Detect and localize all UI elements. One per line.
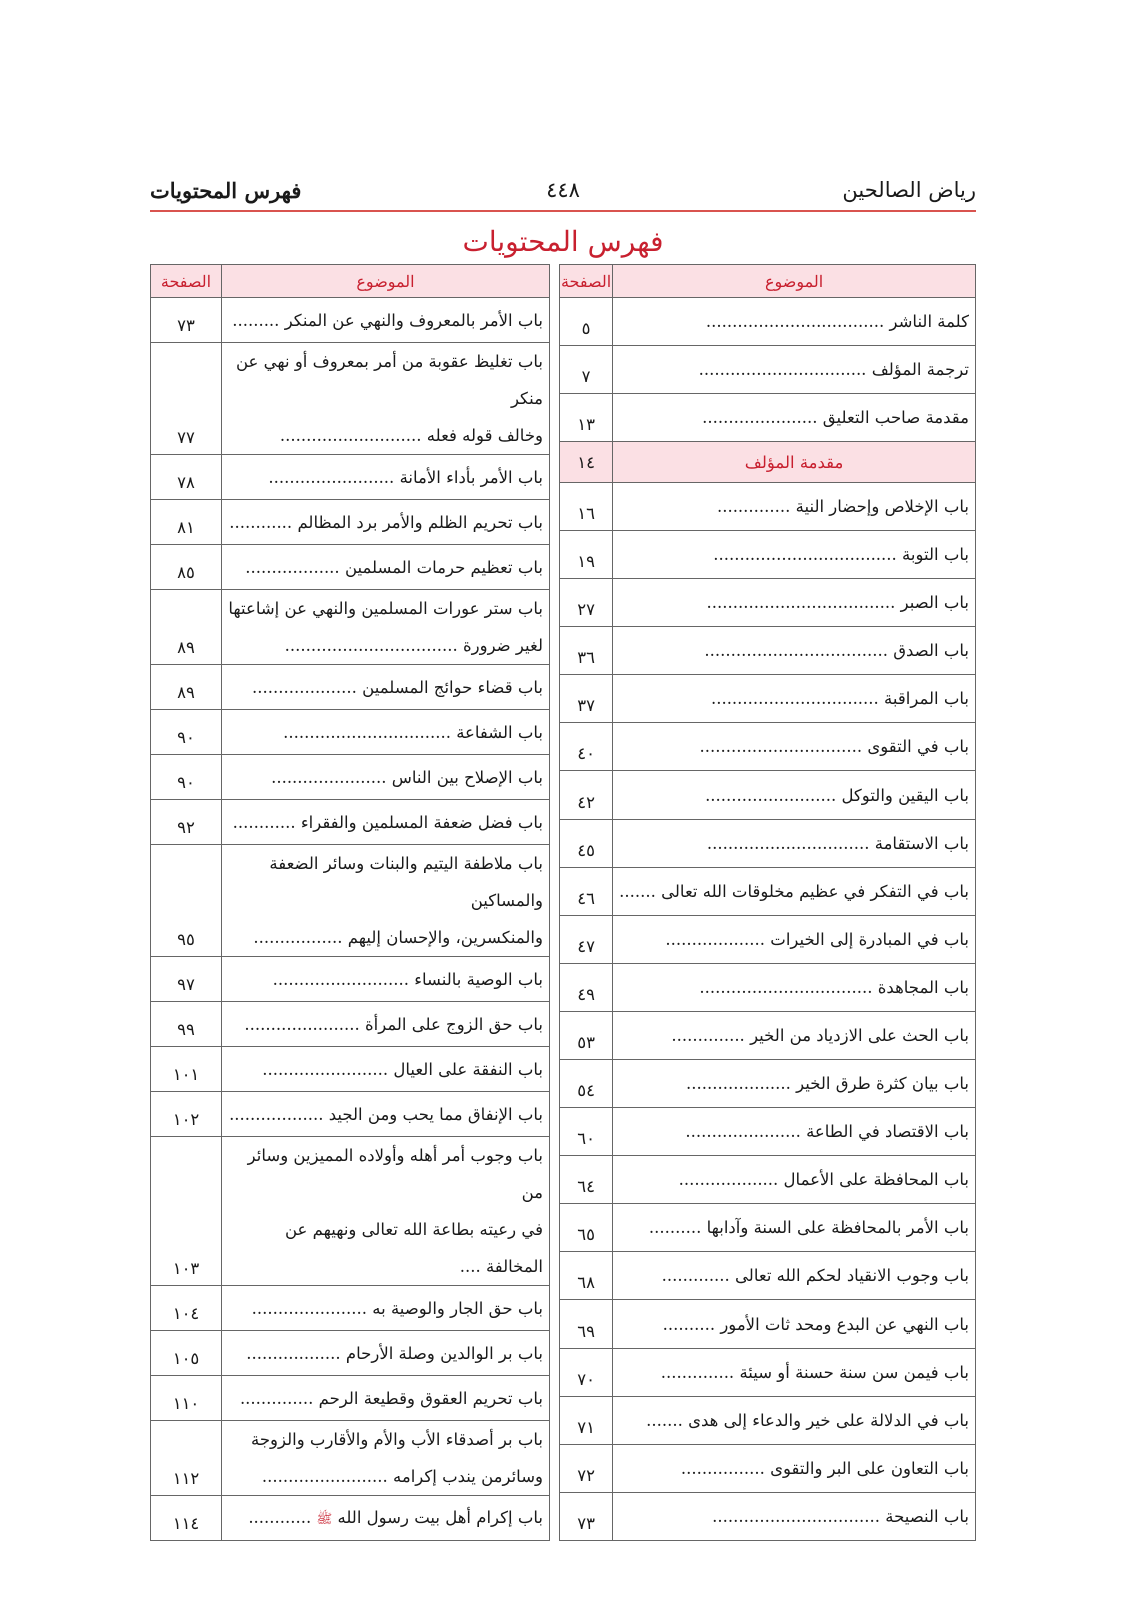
toc-page-number: ٣٧ [559,675,612,723]
leader-dots: ........................ [268,467,395,487]
topic-text: باب في التقوى [867,737,969,757]
toc-row[interactable] [559,1396,975,1444]
toc-topic[interactable] [613,819,976,867]
toc-row[interactable] [559,482,975,530]
leader-dots: ................................ [283,722,451,742]
toc-row[interactable] [559,1060,975,1108]
topic-text: باب النهي عن البدع ومحد ثات الأمور [720,1314,969,1334]
toc-page-number: ٨١ [151,500,222,545]
table-header [559,265,975,298]
column-header-topic: الموضوع [613,265,976,298]
toc-page-number: ٩٥ [151,845,222,957]
leader-dots: .................... [252,677,357,697]
topic-text: باب تغليظ عقوبة من أمر بمعروف أو نهي عن منكر [235,352,543,408]
toc-row[interactable] [151,545,550,590]
toc-page-number: ٦٩ [559,1300,612,1348]
leader-dots: ........................ [261,1467,388,1486]
topic-text: باب قضاء حوائج المسلمين [362,677,543,697]
toc-row[interactable] [559,394,975,442]
toc-page-number: ٥٤ [559,1060,612,1108]
leader-dots: .................. [246,1343,341,1363]
toc-topic[interactable] [613,1396,976,1444]
topic-text: باب الاستقامة [874,833,969,853]
toc-page-number: ٧ [559,346,612,394]
topic-text-continued: لغير ضرورة [462,636,543,655]
leader-dots: ................................... [704,641,888,661]
toc-page-number: ٩٠ [151,755,222,800]
toc-page-number: ٦٨ [559,1252,612,1300]
leader-dots: ............ [248,1507,312,1527]
leader-dots: ................................ [698,360,867,380]
leader-dots: .... [459,1257,481,1276]
leader-dots: ................................. [284,636,458,655]
leader-dots: ......... [232,310,280,330]
toc-topic[interactable] [613,442,976,483]
toc-page-number: ١٤ [559,442,612,483]
page-title: فهرس المحتويات [462,225,664,258]
running-head [150,170,976,210]
leader-dots: .......... [662,1314,716,1334]
toc-topic[interactable] [613,627,976,675]
toc-row[interactable] [559,1348,975,1396]
toc-page-number: ٩٠ [151,710,222,755]
topic-text: باب الاقتصاد في الطاعة [806,1122,969,1142]
toc-page-number: ١١٤ [151,1496,222,1541]
toc-row[interactable] [151,1286,550,1331]
toc-row[interactable] [151,1002,550,1047]
leader-dots: ................................ [710,689,879,709]
leader-dots: .................... [686,1074,791,1094]
topic-text-continued: وخالف قوله فعله [426,426,543,445]
leader-dots: ......................... [705,785,837,805]
section-title: فهرس المحتويات [150,178,302,203]
toc-topic[interactable] [222,710,550,755]
toc-row[interactable] [151,1137,550,1286]
toc-row[interactable] [151,710,550,755]
topic-text: باب الشفاعة [456,722,543,742]
topic-text: باب الصدق [893,641,969,661]
toc-row[interactable] [151,343,550,455]
toc-row[interactable] [559,579,975,627]
table-header [151,265,550,298]
toc-row[interactable] [559,1300,975,1348]
topic-text-continued: وسائرمن يندب إكرامه [393,1467,543,1486]
topic-text: باب التوبة [902,545,969,565]
toc-topic[interactable] [222,1137,550,1286]
leader-dots: ...................... [685,1122,801,1142]
toc-page-number: ٧٢ [559,1444,612,1492]
toc-topic[interactable] [222,590,550,665]
toc-row[interactable] [151,455,550,500]
topic-text: باب الصبر [900,593,969,613]
toc-topic[interactable] [222,545,550,590]
toc-page-number: ٤٠ [559,723,612,771]
toc-topic[interactable] [613,867,976,915]
toc-page-number: ٣٦ [559,627,612,675]
topic-text: كلمة الناشر [889,312,969,332]
toc-topic[interactable] [222,1047,550,1092]
toc-row[interactable] [559,627,975,675]
leader-dots: ............................... [706,833,870,853]
honorific-glyph: ﷺ [316,1511,333,1527]
toc-row[interactable] [151,1376,550,1421]
leader-dots: ............ [232,812,296,832]
leader-dots: .................................. [705,312,885,332]
toc-row[interactable] [559,1108,975,1156]
leader-dots: ............................... [699,737,863,757]
topic-text: باب إكرام أهل بيت رسول الله [337,1507,543,1527]
toc-table-right [559,264,976,1541]
toc-topic[interactable] [222,455,550,500]
topic-text: باب الإصلاح بين الناس [391,767,543,787]
topic-text: باب المحافظة على الأعمال [783,1170,969,1190]
column-header-topic: الموضوع [222,265,550,298]
page-number: ٤٤٨ [546,178,580,202]
toc-page-number: ١٦ [559,482,612,530]
toc-topic[interactable] [613,530,976,578]
toc-row[interactable] [151,845,550,957]
toc-topic[interactable] [613,1204,976,1252]
leader-dots: ................ [680,1458,765,1478]
leader-dots: ...................... [244,1014,360,1034]
leader-dots: ................................. [699,977,873,997]
toc-row[interactable] [151,1421,550,1496]
toc-page [150,170,976,1541]
toc-page-number: ٨٩ [151,590,222,665]
book-title: رياض الصالحين [842,178,976,202]
topic-text: باب في المبادرة إلى الخيرات [770,929,969,949]
column-header-page: الصفحة [559,265,612,298]
topic-text: باب الأمر بالمحافظة على السنة وآدابها [706,1218,969,1238]
toc-row[interactable] [559,675,975,723]
toc-topic[interactable] [222,957,550,1002]
toc-row[interactable] [559,963,975,1011]
topic-text: باب التعاون على البر والتقوى [770,1458,969,1478]
toc-page-number: ٦٠ [559,1108,612,1156]
toc-page-number: ٧١ [559,1396,612,1444]
topic-text: باب الإنفاق مما يحب ومن الجيد [328,1104,543,1124]
topic-text: باب في الدلالة على خير والدعاء إلى هدى [688,1410,969,1430]
leader-dots: ....... [646,1410,683,1430]
topic-text: باب ملاطفة اليتيم والبنات وسائر الضعفة والمساكين [269,854,543,910]
toc-row[interactable] [151,500,550,545]
toc-page-number: ١٠٢ [151,1092,222,1137]
topic-text: باب ستر عورات المسلمين والنهي عن إشاعتها [228,599,543,618]
toc-topic[interactable] [222,500,550,545]
topic-text: باب النصيحة [885,1506,969,1526]
topic-text-continued: في رعيته بطاعة الله تعالى ونهيهم عن المخالفة [285,1220,543,1276]
leader-dots: .......... [648,1218,702,1238]
toc-topic[interactable] [613,482,976,530]
toc-page-number: ٤٥ [559,819,612,867]
leader-dots: .............. [671,1025,745,1045]
column-header-page: الصفحة [151,265,222,298]
toc-page-number: ١٠١ [151,1047,222,1092]
leader-dots: ........................ [262,1059,389,1079]
topic-text: باب حق الجار والوصية به [372,1298,543,1318]
toc-topic[interactable] [613,298,976,346]
topic-text: باب بر أصدقاء الأب والأم والأقارب والزوجة [250,1430,543,1449]
toc-page-number: ١٠٣ [151,1137,222,1286]
toc-topic[interactable] [613,1492,976,1540]
toc-row[interactable] [559,298,975,346]
toc-page-number: ٧٨ [151,455,222,500]
topic-text: باب النفقة على العيال [393,1059,543,1079]
topic-text: باب الأمر بالمعروف والنهي عن المنكر [284,310,543,330]
toc-row[interactable] [559,1011,975,1059]
toc-page-number: ٦٥ [559,1204,612,1252]
toc-topic[interactable] [222,800,550,845]
toc-row[interactable] [151,298,550,343]
topic-text: مقدمة صاحب التعليق [822,408,969,428]
toc-topic[interactable] [222,845,550,957]
toc-row[interactable] [151,800,550,845]
leader-dots: .............. [716,496,791,516]
toc-page-number: ٧٣ [559,1492,612,1540]
toc-topic[interactable] [222,1421,550,1496]
leader-dots: ............. [661,1266,730,1286]
toc-row[interactable] [559,819,975,867]
topic-text: باب الإخلاص وإحضار النية [795,496,969,516]
toc-page-number: ١١٢ [151,1421,222,1496]
toc-page-number: ١٣ [559,394,612,442]
toc-row[interactable] [151,1047,550,1092]
toc-topic[interactable] [222,1286,550,1331]
toc-topic[interactable] [222,1376,550,1421]
topic-text: باب بر الوالدين وصلة الأرحام [345,1343,543,1363]
topic-text: باب اليقين والتوكل [841,785,969,805]
toc-page-number: ٧٣ [151,298,222,343]
toc-row[interactable] [559,1156,975,1204]
leader-dots: ...................... [271,767,387,787]
leader-dots: ................................... [713,545,897,565]
toc-topic[interactable] [613,1300,976,1348]
toc-row[interactable] [559,442,975,483]
toc-row[interactable] [151,755,550,800]
topic-text-continued: والمنكسرين، والإحسان إليهم [347,928,543,947]
topic-text: باب حق الزوج على المرأة [365,1014,543,1034]
leader-dots: .............. [660,1362,735,1382]
header-rule [150,210,976,212]
toc-topic[interactable] [222,1092,550,1137]
toc-page-number: ١١٠ [151,1376,222,1421]
toc-row[interactable] [559,530,975,578]
leader-dots: ................................ [712,1506,880,1526]
topic-text: مقدمة المؤلف [744,452,844,472]
leader-dots: .................. [245,557,340,577]
toc-topic[interactable] [222,1331,550,1376]
topic-text: باب فيمن سن سنة حسنة أو سيئة [739,1362,969,1382]
topic-text: باب في التفكر في عظيم مخلوقات الله تعالى [661,881,969,901]
toc-topic[interactable] [222,343,550,455]
toc-row[interactable] [151,665,550,710]
toc-topic[interactable] [613,1348,976,1396]
toc-page-number: ٦٤ [559,1156,612,1204]
leader-dots: ................... [678,1170,779,1190]
toc-topic[interactable] [613,1444,976,1492]
topic-text: باب الوصية بالنساء [414,969,543,989]
toc-topic[interactable] [613,394,976,442]
toc-page-number: ٩٢ [151,800,222,845]
toc-row[interactable] [151,1092,550,1137]
toc-topic[interactable] [222,298,550,343]
leader-dots: ................... [665,929,766,949]
topic-text: باب فضل ضعفة المسلمين والفقراء [300,812,543,832]
topic-text: باب تعظيم حرمات المسلمين [344,557,543,577]
toc-row[interactable] [559,915,975,963]
toc-table-left [150,264,550,1541]
toc-topic[interactable] [613,771,976,819]
topic-text: باب تحريم الظلم والأمر برد المظالم [297,512,543,532]
leader-dots: ....... [619,881,656,901]
toc-topic[interactable] [613,1011,976,1059]
toc-page-number: ٧٧ [151,343,222,455]
leader-dots: ...................... [702,408,818,428]
toc-page-number: ٨٩ [151,665,222,710]
leader-dots: .................. [229,1104,324,1124]
toc-row[interactable] [559,723,975,771]
toc-row[interactable] [559,1204,975,1252]
toc-topic[interactable] [222,1496,550,1541]
leader-dots: ...................... [251,1298,368,1318]
toc-row[interactable] [559,346,975,394]
toc-topic[interactable] [613,346,976,394]
toc-topic[interactable] [222,1002,550,1047]
toc-tables [150,264,976,1541]
topic-text: باب المجاهدة [877,977,969,997]
toc-page-number: ٤٦ [559,867,612,915]
toc-topic[interactable] [613,1252,976,1300]
toc-row[interactable] [559,1252,975,1300]
leader-dots: .......................... [272,969,409,989]
toc-row[interactable] [559,771,975,819]
toc-row[interactable] [559,1492,975,1540]
toc-topic[interactable] [222,665,550,710]
toc-row[interactable] [151,1496,550,1541]
toc-topic[interactable] [613,1060,976,1108]
toc-page-number: ٢٧ [559,579,612,627]
toc-page-number: ١٩ [559,530,612,578]
topic-text: باب وجوب الانقياد لحكم الله تعالى [735,1266,969,1286]
leader-dots: .............. [239,1388,314,1408]
toc-topic[interactable] [613,675,976,723]
topic-text: باب بيان كثرة طرق الخير [796,1074,969,1094]
toc-page-number: ٩٩ [151,1002,222,1047]
toc-topic[interactable] [613,963,976,1011]
topic-text: باب وجوب أمر أهله وأولاده المميزين وسائر من [247,1146,543,1202]
toc-row[interactable] [151,957,550,1002]
leader-dots: ................. [253,928,343,947]
toc-page-number: ٥ [559,298,612,346]
toc-page-number: ٤٢ [559,771,612,819]
topic-text: باب الحث على الازدياد من الخير [750,1025,969,1045]
toc-page-number: ٩٧ [151,957,222,1002]
topic-text: باب الأمر بأداء الأمانة [399,467,543,487]
leader-dots: ............ [229,512,293,532]
toc-page-number: ٤٩ [559,963,612,1011]
toc-page-number: ٥٣ [559,1011,612,1059]
toc-topic[interactable] [222,755,550,800]
topic-text: ترجمة المؤلف [871,360,969,380]
toc-topic[interactable] [613,579,976,627]
toc-topic[interactable] [613,915,976,963]
toc-row[interactable] [151,590,550,665]
toc-page-number: ٧٠ [559,1348,612,1396]
toc-row[interactable] [151,1331,550,1376]
toc-topic[interactable] [613,723,976,771]
topic-text: باب المراقبة [884,689,969,709]
leader-dots: ........................... [279,426,422,445]
toc-page-number: ٨٥ [151,545,222,590]
toc-topic[interactable] [613,1108,976,1156]
toc-topic[interactable] [613,1156,976,1204]
toc-page-number: ١٠٥ [151,1331,222,1376]
topic-text: باب تحريم العقوق وقطيعة الرحم [318,1388,543,1408]
toc-page-number: ١٠٤ [151,1286,222,1331]
leader-dots: .................................... [706,593,896,613]
toc-row[interactable] [559,1444,975,1492]
toc-page-number: ٤٧ [559,915,612,963]
toc-row[interactable] [559,867,975,915]
